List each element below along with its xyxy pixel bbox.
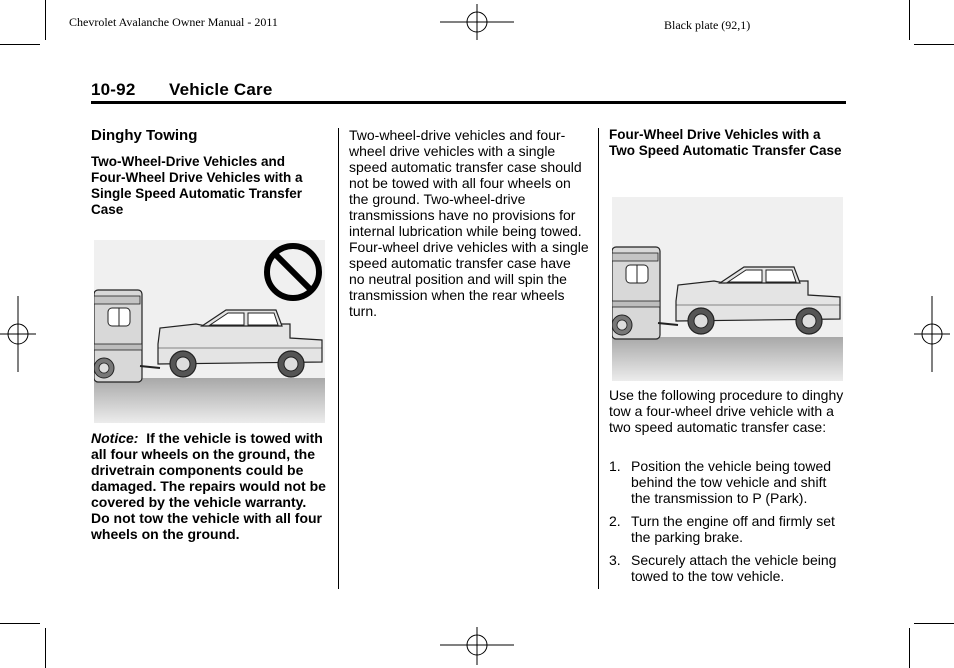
column-divider	[598, 128, 599, 589]
plate-label: Black plate (92,1)	[664, 18, 751, 32]
section-rule	[91, 101, 846, 104]
registration-mark-top	[440, 4, 514, 40]
no-tow-illustration	[94, 240, 325, 423]
dinghy-towing-heading: Dinghy Towing	[91, 127, 198, 144]
two-wheel-drive-body: Two-wheel-drive vehicles and four-wheel drive vehicles with a single speed automatic transfer case should not be towed with all four wheels on the ground. Two-wheel-drive transmissions have no provisions for internal lubrication while being towed. Four-wheel drive vehicles with a single speed automatic transfer case have no neutral position and will spin the transmission when the rear wheels turn.	[349, 127, 589, 319]
procedure-intro: Use the following procedure to dinghy tow a four-wheel drive vehicle with a two speed automatic transfer case:	[609, 387, 844, 435]
list-item: 1. Position the vehicle being towed behind the tow vehicle and shift the transmission to P (Park).	[609, 458, 832, 506]
section-header	[91, 80, 273, 100]
crop-mark	[909, 628, 910, 668]
crop-mark	[0, 623, 40, 624]
two-wheel-drive-subheading: Two-Wheel-Drive Vehicles and Four-Wheel Drive Vehicles with a Single Speed Automatic Transfer Case	[91, 154, 303, 217]
crop-mark	[914, 44, 954, 45]
crop-mark	[45, 0, 46, 40]
motorhome-rear	[94, 290, 142, 382]
notice-text: If the vehicle is towed with all four wheels on the ground, the drivetrain components could be damaged. The repairs would not be covered by the vehicle warranty. Do not tow the vehicle with all four wheels on the ground.	[91, 430, 326, 542]
four-wheel-drive-subheading: Four-Wheel Drive Vehicles with a Two Speed Automatic Transfer Case	[609, 127, 842, 158]
document-title: Chevrolet Avalanche Owner Manual - 2011	[69, 15, 278, 29]
column-divider	[338, 128, 339, 589]
registration-mark-right	[914, 296, 950, 372]
list-item: 2. Turn the engine off and firmly set the parking brake.	[609, 513, 835, 545]
list-item: 3. Securely attach the vehicle being towed to the tow vehicle.	[609, 552, 837, 584]
crop-mark	[914, 623, 954, 624]
motorhome-rear	[612, 247, 660, 339]
dinghy-tow-illustration	[612, 197, 843, 381]
registration-mark-bottom	[440, 627, 514, 665]
crop-mark	[45, 628, 46, 668]
notice-label: Notice:	[91, 430, 139, 446]
page-number: 10-92	[91, 80, 136, 99]
procedure-steps	[609, 458, 849, 591]
notice-block	[91, 430, 327, 542]
crop-mark	[0, 44, 40, 45]
registration-mark-left	[0, 296, 36, 372]
section-title: Vehicle Care	[169, 80, 273, 99]
crop-mark	[909, 0, 910, 40]
